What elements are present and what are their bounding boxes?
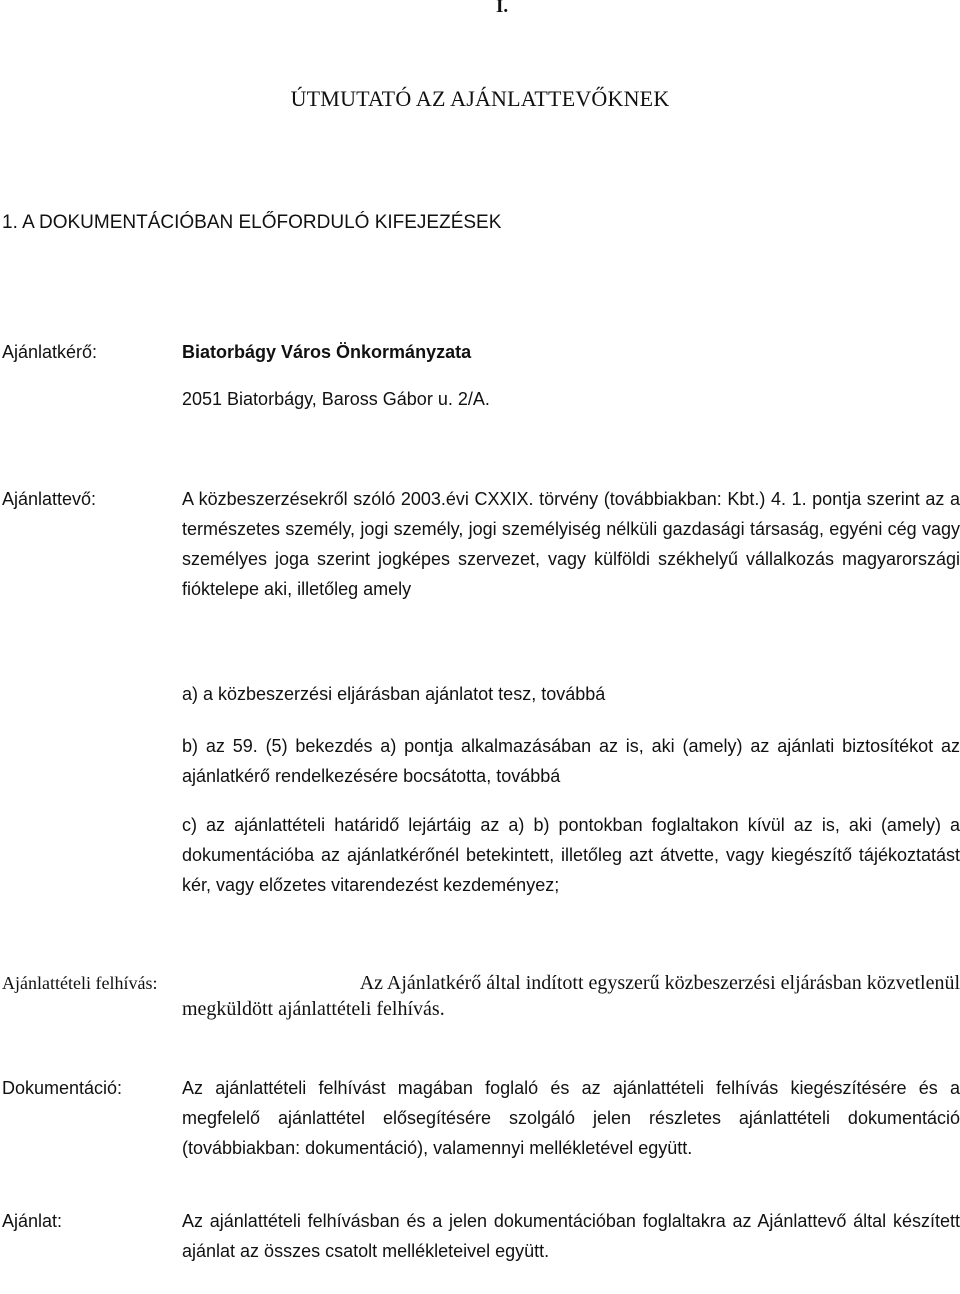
ajanlat-definition: Az ajánlattételi felhívásban és a jelen dokumentációban foglaltakra az Ajánlattevő által készített ajánlat az összes csatolt mellékleteivel együtt.	[182, 1211, 960, 1261]
ajanlattevo-item-c: c) az ajánlattételi határidő lejártáig az a) b) pontokban foglaltakon kívül az is, aki (amely) a dokumentációba az ajánlatkérőnél betekintett, illetőleg azt átvette, vagy kiegészítő tájékoztatást kér, vagy előzetes vitarendezést kezdeményez;	[182, 815, 960, 895]
section-heading: 1. A DOKUMENTÁCIÓBAN ELŐFORDULÓ KIFEJEZÉSEK	[2, 212, 502, 233]
term-ajanlatkero: Ajánlatkérő:	[2, 342, 98, 362]
dokumentacio-definition: Az ajánlattételi felhívást magában foglaló és az ajánlattételi felhívás kiegészítésére és a megfelelő ajánlattétel elősegítésére szolgáló jelen részletes ajánlattételi dokumentáció (továbbiakban: dokumentáció), valamennyi mellékletével együtt.	[182, 1078, 960, 1158]
term-felhivas: Ajánlattételi felhívás:	[2, 973, 158, 993]
ajanlatkero-name: Biatorbágy Város Önkormányzata	[182, 342, 472, 362]
document-title: ÚTMUTATÓ AZ AJÁNLATTEVŐKNEK	[290, 86, 670, 111]
felhivas-block	[2, 970, 960, 1022]
felhivas-definition-line2: megküldött ajánlattételi felhívás.	[182, 998, 445, 1020]
felhivas-first-line	[2, 970, 960, 996]
page-number-roman: I.	[496, 0, 509, 17]
term-ajanlattevo: Ajánlattevő:	[2, 489, 97, 509]
ajanlattevo-item-b: b) az 59. (5) bekezdés a) pontja alkalmazásában az is, aki (amely) az ajánlati biztosítékot az ajánlatkérő rendelkezésére bocsátotta, továbbá	[182, 736, 960, 786]
ajanlattevo-item-a: a) a közbeszerzési eljárásban ajánlatot tesz, továbbá	[182, 684, 606, 704]
term-dokumentacio: Dokumentáció:	[2, 1078, 123, 1098]
term-ajanlat: Ajánlat:	[2, 1211, 63, 1231]
felhivas-definition-line1: Az Ajánlatkérő által indított egyszerű közbeszerzési eljárásban közvetlenül	[359, 972, 960, 994]
ajanlattevo-definition: A közbeszerzésekről szóló 2003.évi CXXIX. törvény (továbbiakban: Kbt.) 4. 1. pontja szerint az a természetes személy, jogi személy, jogi személyiség nélküli gazdasági társaság, egyéni cég vagy személyes joga szerint jogképes szervezet, vagy külföldi székhelyű vállalkozás magyarországi fióktelepe aki, illetőleg amely	[182, 489, 960, 599]
ajanlatkero-address: 2051 Biatorbágy, Baross Gábor u. 2/A.	[182, 389, 490, 409]
